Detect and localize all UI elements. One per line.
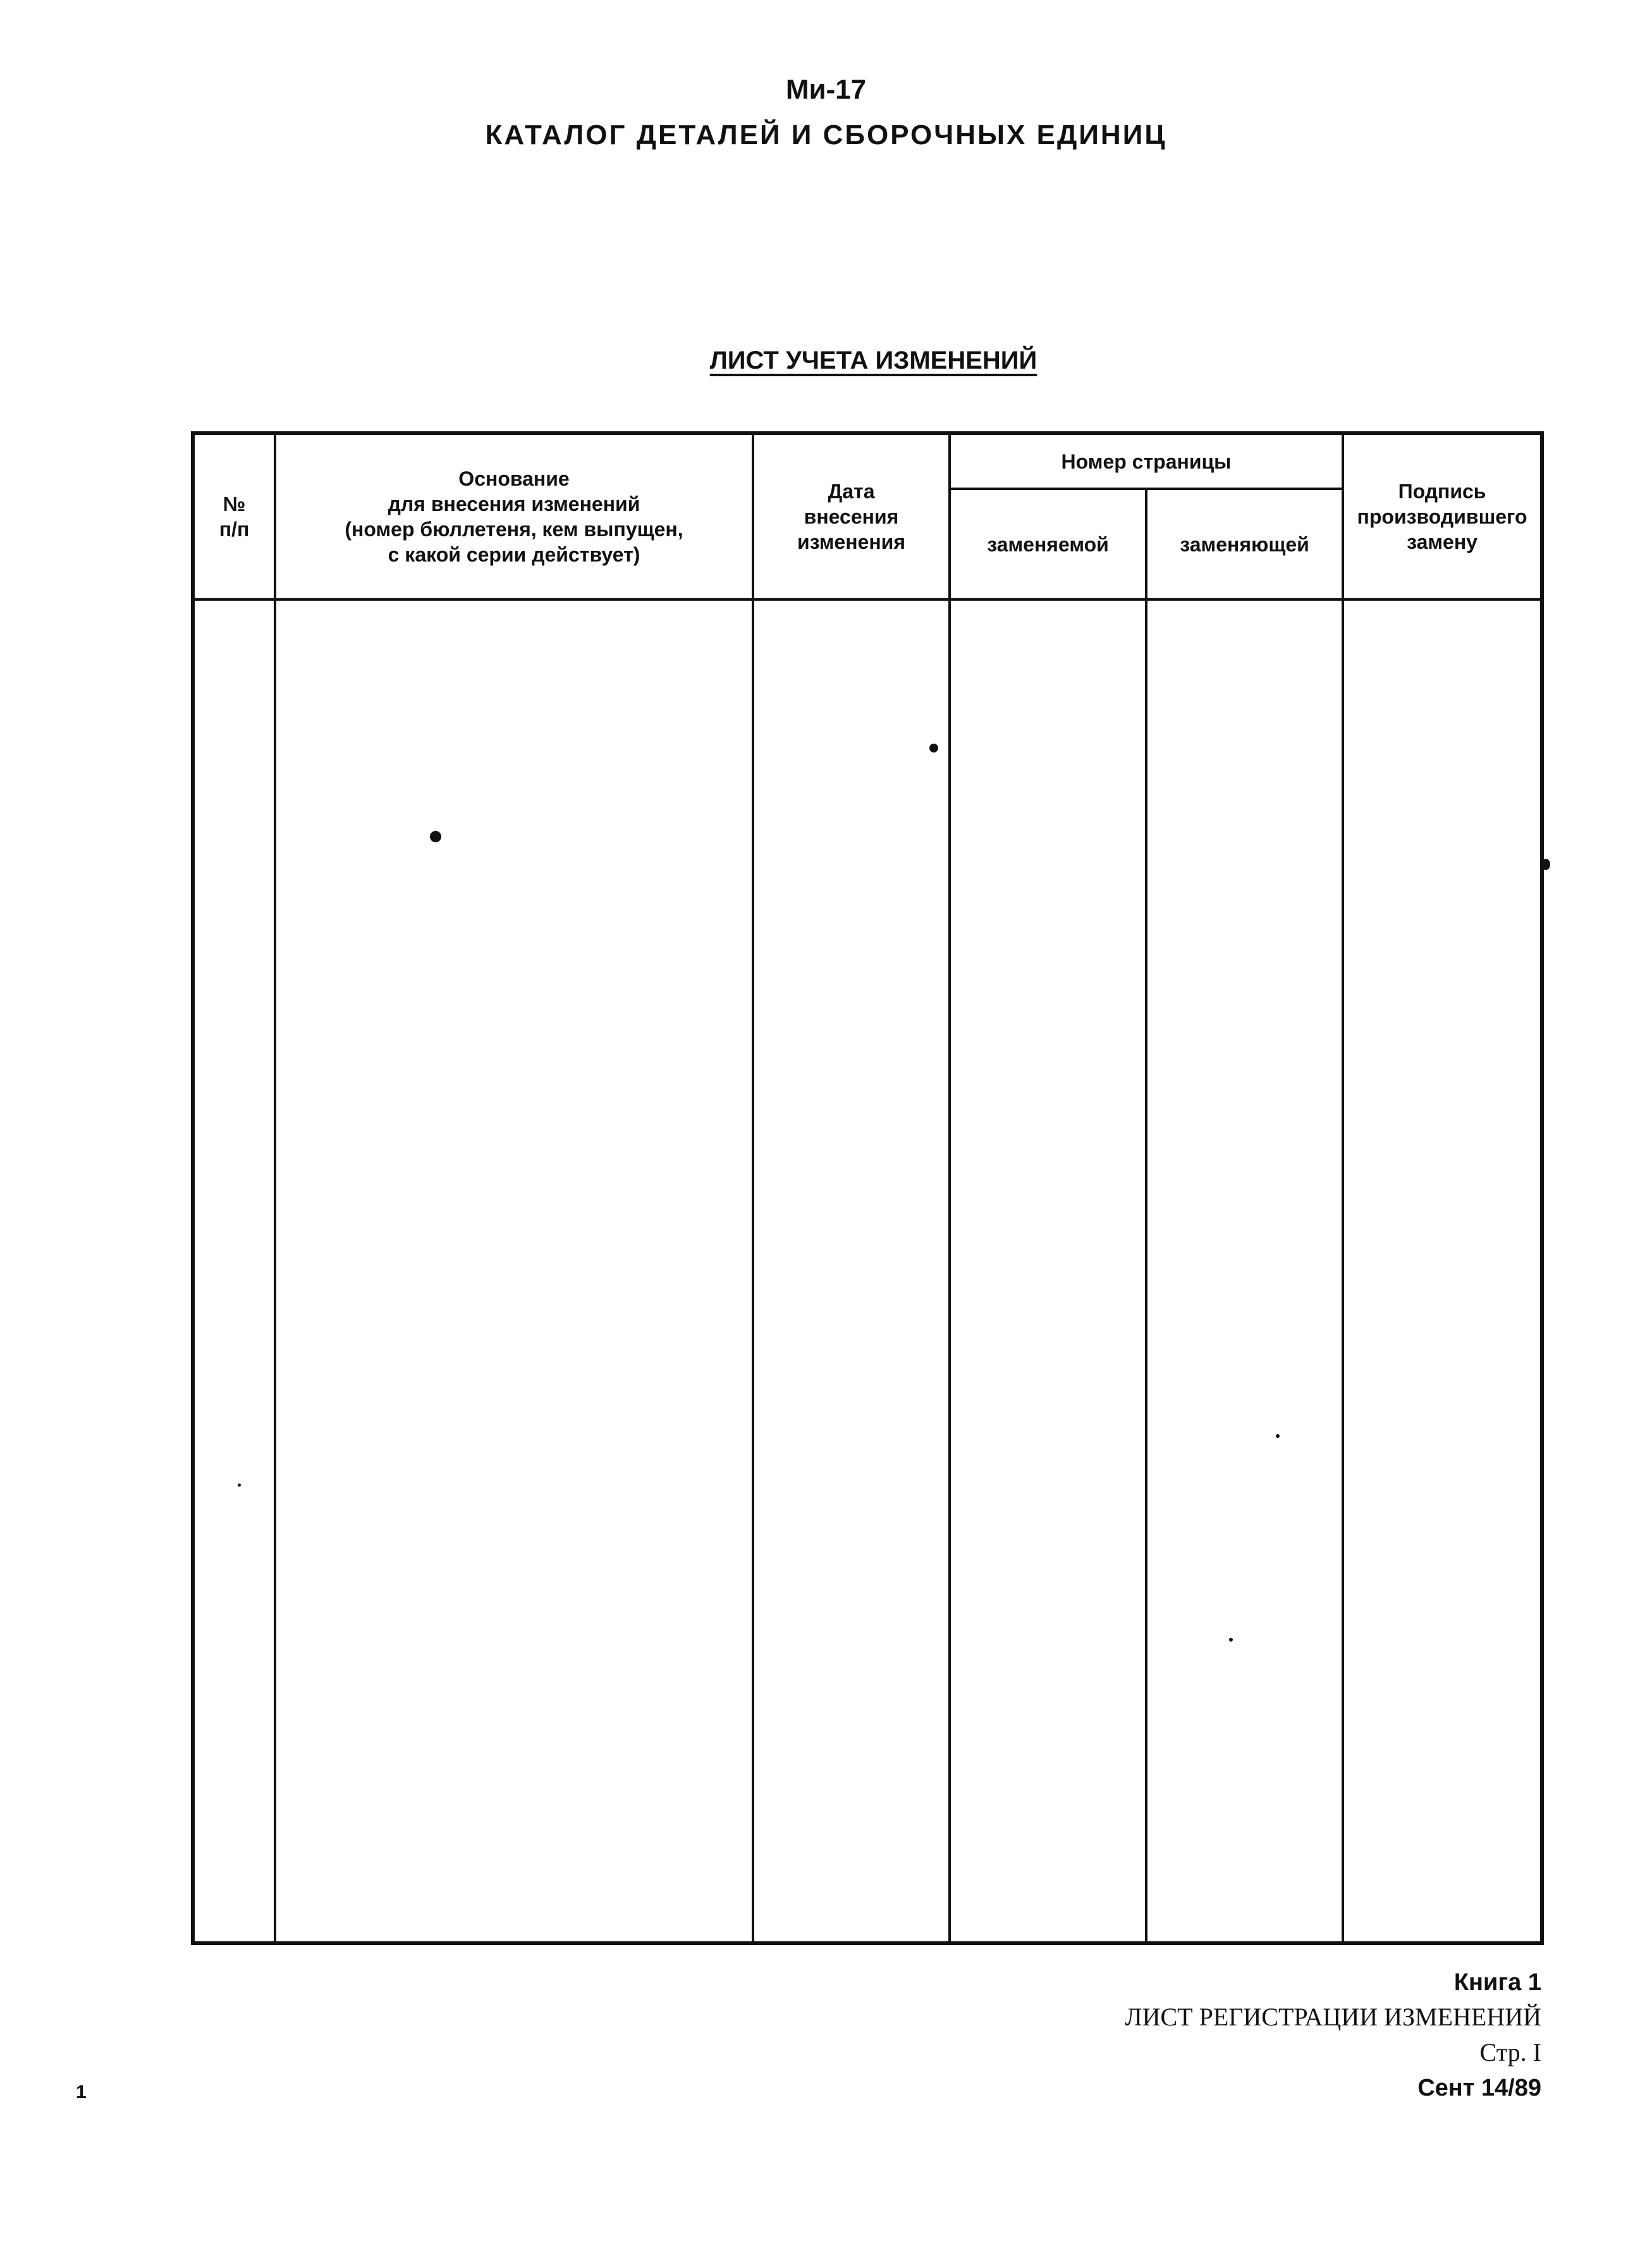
book-label: Книга 1 — [1453, 1969, 1541, 1996]
registration-label: ЛИСТ РЕГИСТРАЦИИ ИЗМЕНЕНИЙ — [1125, 2003, 1541, 2031]
document-header — [0, 71, 1652, 154]
header-basis: Основание для внесения изменений (номер бюллетеня, кем выпущен, с какой серии действует) — [275, 433, 753, 599]
table-row — [193, 599, 1542, 1943]
cell-date[interactable] — [753, 599, 950, 1943]
change-record-table — [191, 431, 1544, 1945]
document-code: Ми-17 — [785, 74, 867, 105]
scan-speck — [929, 744, 938, 752]
cell-number[interactable] — [193, 599, 275, 1943]
page-footer — [1125, 1965, 1541, 2106]
header-date: Дата внесения изменения — [753, 433, 950, 599]
cell-basis[interactable] — [275, 599, 753, 1943]
header-number: № п/п — [193, 433, 275, 599]
cell-replacing-page[interactable] — [1146, 599, 1343, 1943]
header-page-number: Номер страницы — [950, 433, 1343, 489]
document-title: КАТАЛОГ ДЕТАЛЕЙ И СБОРОЧНЫХ ЕДИНИЦ — [485, 120, 1167, 150]
page-number: 1 — [76, 2082, 87, 2103]
scan-speck — [430, 831, 441, 842]
page-label: Стр. I — [1479, 2038, 1541, 2067]
scan-speck — [1541, 859, 1550, 870]
edition-date: Сент 14/89 — [1417, 2075, 1541, 2101]
header-signature: Подпись производившего замену — [1343, 433, 1542, 599]
cell-signature[interactable] — [1343, 599, 1542, 1943]
scan-speck — [1229, 1638, 1233, 1642]
header-replaced-page: заменяемой — [950, 489, 1146, 599]
scan-speck — [238, 1483, 241, 1487]
sheet-title: ЛИСТ УЧЕТА ИЗМЕНЕНИЙ — [709, 347, 1037, 374]
cell-replaced-page[interactable] — [950, 599, 1146, 1943]
scan-speck — [1276, 1434, 1280, 1438]
header-replacing-page: заменяющей — [1146, 489, 1343, 599]
